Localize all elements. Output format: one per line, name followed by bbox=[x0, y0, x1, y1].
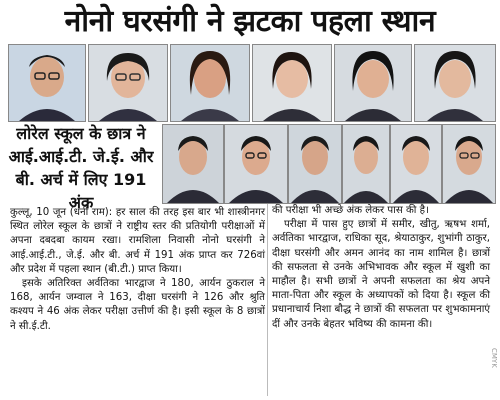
article-right-column bbox=[272, 204, 490, 332]
print-color-mark: CMYK bbox=[490, 348, 498, 368]
subhead: लोरेल स्कूल के छात्र ने आई.आई.टी. जे.ई. और बी. अर्च में लिए 191 अंक bbox=[8, 124, 154, 212]
article-paragraph: परीक्षा में पास हुए छात्रों में समीर, खीतु, ऋषभ शर्मा, अर्वतिका भारद्वाज, राधिका सूद, श्रेयाठाकुर, शुभांगी ठाकुर, दीक्षा घरसंगी और अमन आनंद का नाम शामिल है। छात्रों की सफलता से उनके अभिभावक और स्कूल में खुशी का माहौल है। सभी छात्रों ने अपनी सफलता का श्रेय अपने माता-पिता और स्कूल के अध्यापकों को दिया है। स्कूल की प्रधानाचार्य निशा बौद्ध ने छात्रों की सफलता पर शुभकामनाएं दीं और उनके बेहतर भविष्य की कामना की। bbox=[272, 219, 490, 330]
student-photo-3 bbox=[170, 44, 250, 122]
student-photo-6 bbox=[414, 44, 496, 122]
student-photo-5 bbox=[334, 44, 412, 122]
column-divider bbox=[267, 204, 268, 396]
article-left-column bbox=[10, 206, 265, 334]
article-paragraph: की परीक्षा भी अच्छे अंक लेकर पास की है। bbox=[272, 205, 429, 216]
student-photo-2 bbox=[88, 44, 168, 122]
student-photo-9 bbox=[288, 124, 342, 204]
article-paragraph: इसके अतिरिक्त अर्वतिका भारद्वाज ने 180, आर्यन ठुकराल ने 168, आर्यन जम्वाल ने 163, दीक्षा घरसंगी ने 126 और श्रुति कश्यप ने 46 अंक लेकर परीक्षा उत्तीर्ण की है। इसी स्कूल के 8 छात्रों ने सी.ई.टी. bbox=[10, 278, 265, 332]
student-photo-1 bbox=[8, 44, 86, 122]
student-photo-11 bbox=[390, 124, 442, 204]
student-photo-7 bbox=[162, 124, 224, 204]
student-photo-12 bbox=[442, 124, 496, 204]
student-photo-4 bbox=[252, 44, 332, 122]
article-paragraph: कुल्लू, 10 जून (धनी राम): हर साल की तरह इस बार भी शास्त्रीनगर स्थित लोरेल स्कूल के छात्रों ने राष्ट्रीय स्तर की प्रतियोगी परीक्षाओं में अपना दबदबा कायम रखा। रामशिला निवासी नोनो घरसंगी ने आई.आई.टी., जे.ई. और बी. अर्च में 191 अंक प्राप्त कर 726वां और प्रदेश में पहला स्थान (बी.टी.) प्राप्त किया। bbox=[10, 207, 265, 275]
student-photo-10 bbox=[342, 124, 390, 204]
student-photo-8 bbox=[224, 124, 288, 204]
headline: नोनो घरसंगी ने झटका पहला स्थान bbox=[64, 4, 436, 39]
